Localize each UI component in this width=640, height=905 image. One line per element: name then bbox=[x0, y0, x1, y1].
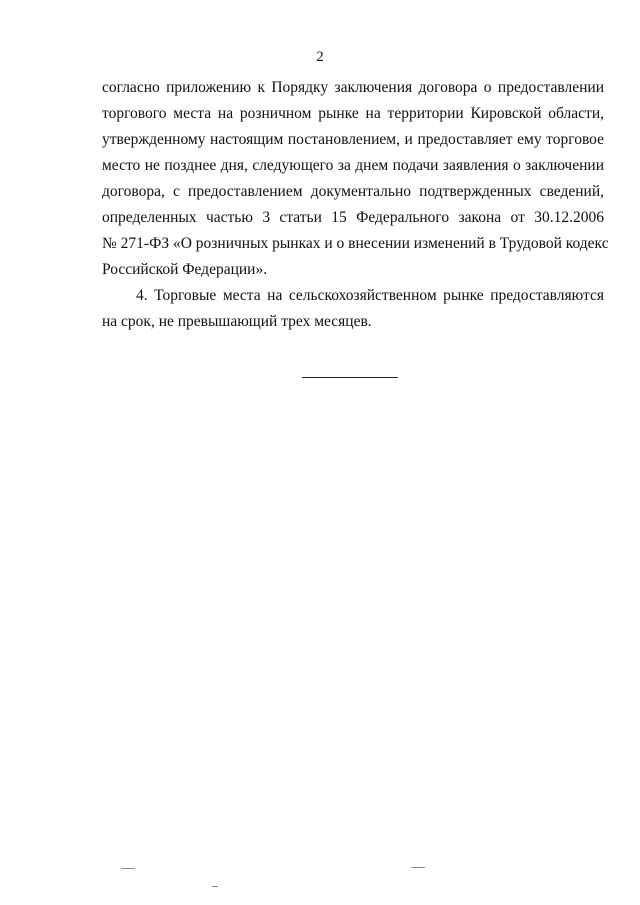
paragraph-item-4 bbox=[102, 283, 604, 335]
paragraph-line: определенных частью 3 статьи 15 Федерального закона от 30.12.2006 bbox=[102, 209, 604, 226]
paragraph-line: согласно приложению к Порядку заключения договора о предоставлении bbox=[102, 79, 604, 96]
paragraph-line: № 271-ФЗ «О розничных рынках и о внесении изменений в Трудовой кодекс bbox=[102, 235, 609, 252]
scan-artifact bbox=[411, 867, 425, 868]
paragraph-line: Российской Федерации». bbox=[102, 261, 268, 278]
paragraph-line: договора, с предоставлением документально подтвержденных сведений, bbox=[102, 183, 604, 200]
paragraph-line: место не позднее дня, следующего за днем подачи заявления о заключении bbox=[102, 157, 604, 174]
paragraph-continuation bbox=[102, 75, 609, 283]
page-number: 2 bbox=[316, 49, 324, 65]
paragraph-line: утвержденному настоящим постановлением, и предоставляет ему торговое bbox=[102, 131, 604, 148]
paragraph-line: 4. Торговые места на сельскохозяйственном рынке предоставляются bbox=[136, 287, 604, 304]
paragraph-line: торгового места на розничном рынке на территории Кировской области, bbox=[102, 105, 604, 122]
paragraph-line: на срок, не превышающий трех месяцев. bbox=[102, 313, 372, 330]
scan-artifact bbox=[212, 886, 218, 887]
scan-artifact bbox=[121, 868, 135, 869]
end-divider-line bbox=[302, 377, 398, 378]
